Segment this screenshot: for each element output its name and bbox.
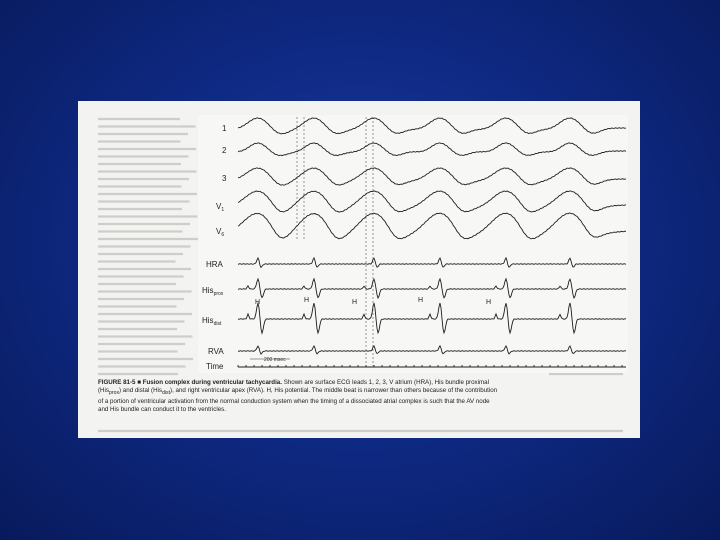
- his-marker: H: [352, 299, 358, 306]
- lead-label-2: 2: [222, 146, 227, 155]
- caption-text: Shown are surface ECG leads 1, 2, 3, V: [281, 379, 394, 386]
- caption-text: of a portion of ventricular activation from the normal conduction system when the timing of a dissociated atrial complex is such that the AV node: [98, 397, 490, 405]
- caption-sub: dist: [162, 390, 171, 397]
- lead-label-v6: $V_6$: [216, 227, 225, 238]
- his-marker: H: [486, 299, 492, 306]
- caption-bullet: ■: [137, 379, 141, 386]
- lead-label-rva: RVA: [208, 347, 224, 356]
- his-marker: H: [255, 299, 261, 306]
- lead-label-1: 1: [222, 124, 227, 133]
- his-marker: H: [418, 297, 424, 304]
- lead-label-his-prox: His$_{prox}$: [202, 286, 224, 297]
- lead-label-his-dist: His$_{dist}$: [202, 316, 222, 327]
- lead-label-hra: HRA: [206, 260, 223, 269]
- time-scale-label: 200 msec: [264, 357, 286, 363]
- lead-label-time: Time: [206, 362, 224, 371]
- figure-caption: [98, 379, 628, 414]
- figure-label: FIGURE 81-5: [98, 379, 136, 386]
- figure-title: Fusion complex during ventricular tachycardia.: [142, 379, 282, 386]
- caption-text: atrium (HRA), His bundle proximal: [393, 379, 489, 386]
- lead-label-3: 3: [222, 174, 227, 183]
- caption-text: (His: [98, 387, 109, 395]
- caption-sub: prox: [109, 390, 120, 397]
- caption-text: ), and right ventricular apex (RVA). H, His potential. The middle beat is narrower than others because of the contribution: [170, 387, 498, 395]
- figure-scan: [78, 101, 640, 438]
- his-marker: H: [304, 297, 310, 304]
- tracing-panel: [198, 115, 628, 373]
- caption-text: ) and distal (His: [119, 387, 163, 395]
- caption-text: and His bundle can conduct it to the ventricles.: [98, 405, 226, 413]
- lead-label-v1: $V_1$: [216, 202, 225, 213]
